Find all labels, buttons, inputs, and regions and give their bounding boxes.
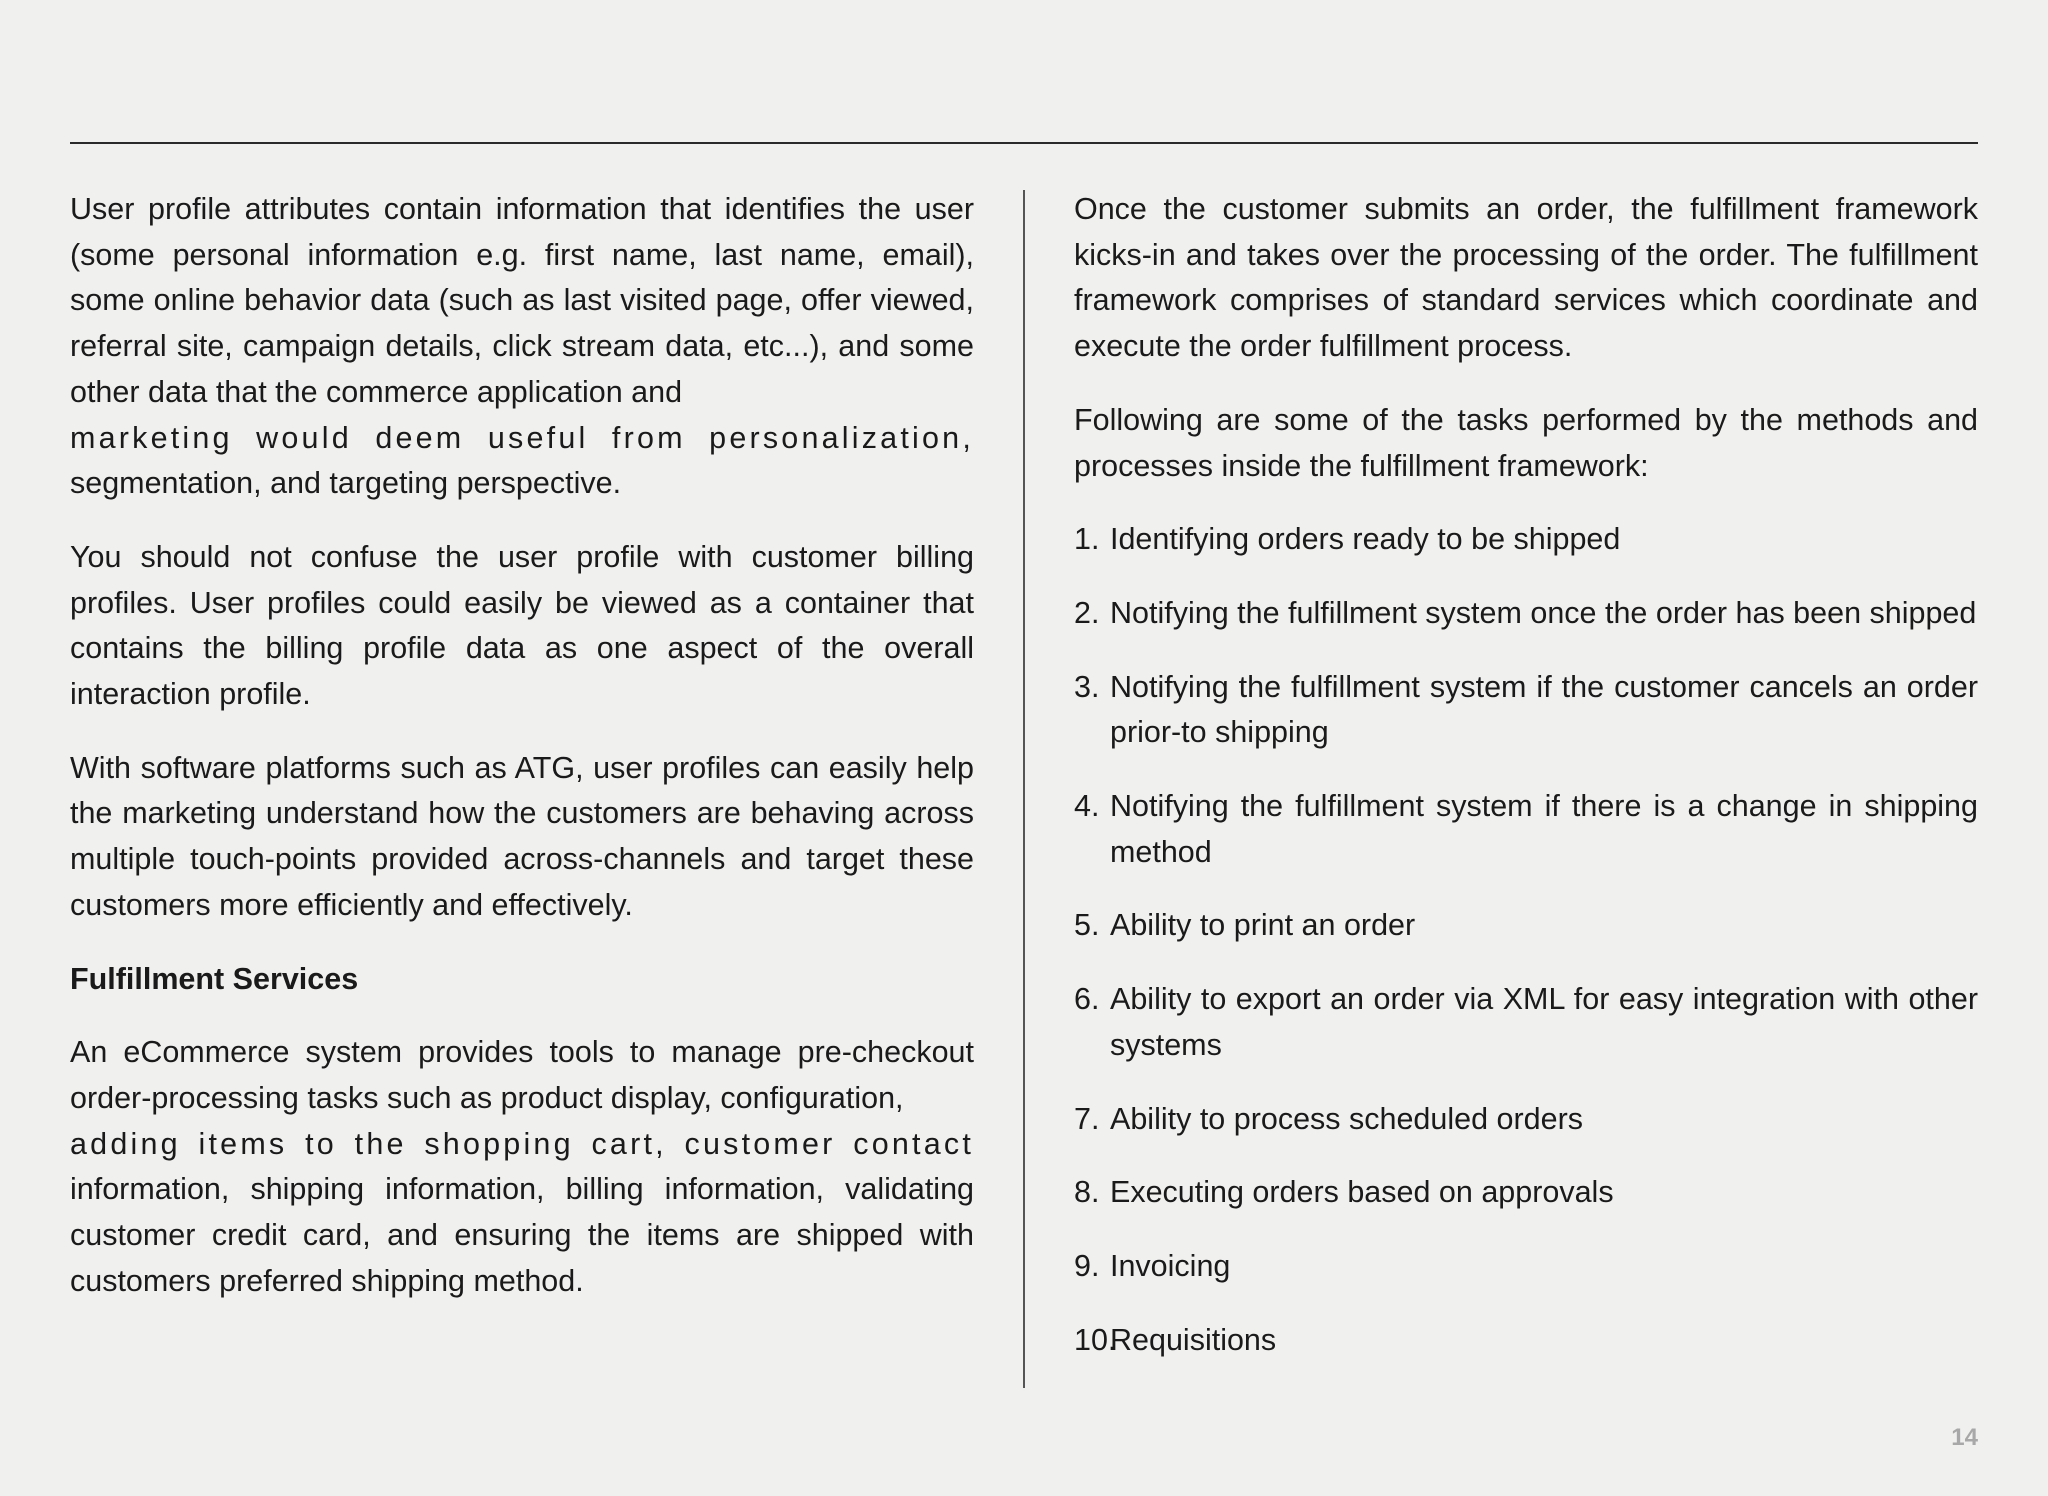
page-number: 14 bbox=[1951, 1424, 1978, 1451]
column-divider bbox=[1023, 190, 1025, 1388]
list-text: Notifying the fulfillment system if the customer cancels an order prior-to shipping bbox=[1110, 669, 1978, 750]
paragraph-user-profile-attributes bbox=[70, 187, 974, 507]
paragraph-ecommerce-system bbox=[70, 1030, 974, 1304]
section-heading: Fulfillment Services bbox=[70, 961, 359, 996]
list-number: 9. bbox=[1074, 1248, 1100, 1283]
list-text: Notifying the fulfillment system if there is a change in shipping method bbox=[1110, 789, 1978, 869]
list-text: Requisitions bbox=[1110, 1322, 1277, 1357]
list-number: 5. bbox=[1074, 908, 1100, 943]
list-item bbox=[1074, 784, 1978, 875]
list-item bbox=[1074, 1170, 1978, 1216]
paragraph-billing-profiles: You should not confuse the user profile with customer billing profiles. User profiles could easily be viewed as a container that contains the billing profile data as one aspect of the overall interaction profile. bbox=[70, 539, 974, 712]
list-text: Notifying the fulfillment system once the order has been shipped bbox=[1110, 595, 1977, 630]
list-text: Ability to print an order bbox=[1110, 908, 1416, 943]
list-item bbox=[1074, 1244, 1978, 1290]
paragraph-text: User profile attributes contain information that identifies the user (some personal information e.g. first name, last name, email), some online behavior data (such as last visited page, offer viewed, referral site, campaign details, click stream data, etc...), and some other data that the commerce application and bbox=[70, 192, 974, 409]
right-column bbox=[1074, 187, 1978, 1391]
list-item bbox=[1074, 1097, 1978, 1143]
left-column bbox=[70, 187, 974, 1332]
paragraph-text-spaced: marketing would deem useful from personalization, bbox=[70, 420, 974, 455]
top-rule bbox=[70, 142, 1978, 144]
list-number: 1. bbox=[1074, 522, 1100, 557]
list-number: 4. bbox=[1074, 789, 1100, 824]
list-number: 6. bbox=[1074, 982, 1100, 1017]
paragraph-text: segmentation, and targeting perspective. bbox=[70, 466, 622, 501]
paragraph-atg-platforms: With software platforms such as ATG, user profiles can easily help the marketing understand how the customers are behaving across multiple touch-points provided across-channels and target these customers more efficiently and effectively. bbox=[70, 750, 974, 922]
list-item bbox=[1074, 517, 1978, 563]
list-item bbox=[1074, 977, 1978, 1068]
list-text: Ability to process scheduled orders bbox=[1110, 1101, 1583, 1136]
list-number: 3. bbox=[1074, 669, 1100, 704]
list-number: 2. bbox=[1074, 595, 1100, 630]
list-text: Invoicing bbox=[1110, 1248, 1231, 1283]
paragraph-text: An eCommerce system provides tools to manage pre-checkout order-processing tasks such as product display, configuration, bbox=[70, 1035, 974, 1115]
list-number: 8. bbox=[1074, 1175, 1100, 1210]
list-text: Identifying orders ready to be shipped bbox=[1110, 522, 1621, 557]
list-number: 7. bbox=[1074, 1101, 1100, 1136]
list-text: Executing orders based on approvals bbox=[1110, 1175, 1614, 1210]
list-number: 10. bbox=[1074, 1322, 1117, 1357]
tasks-list bbox=[1074, 517, 1978, 1363]
list-item bbox=[1074, 903, 1978, 949]
paragraph-fulfillment-framework: Once the customer submits an order, the fulfillment framework kicks-in and takes over the processing of the order. The fulfillment framework comprises of standard services which coordinate and execute the order fulfillment process. bbox=[1074, 192, 1978, 364]
list-item bbox=[1074, 665, 1978, 756]
paragraph-text-spaced: adding items to the shopping cart, customer contact bbox=[70, 1126, 974, 1161]
paragraph-text: information, shipping information, billing information, validating customer credit card, and ensuring the items are shipped with customers preferred shipping method. bbox=[70, 1172, 974, 1298]
list-item bbox=[1074, 1318, 1978, 1364]
list-text: Ability to export an order via XML for easy integration with other systems bbox=[1110, 982, 1978, 1062]
paragraph-tasks-intro: Following are some of the tasks performed by the methods and processes inside the fulfillment framework: bbox=[1074, 402, 1978, 483]
list-item bbox=[1074, 591, 1978, 637]
